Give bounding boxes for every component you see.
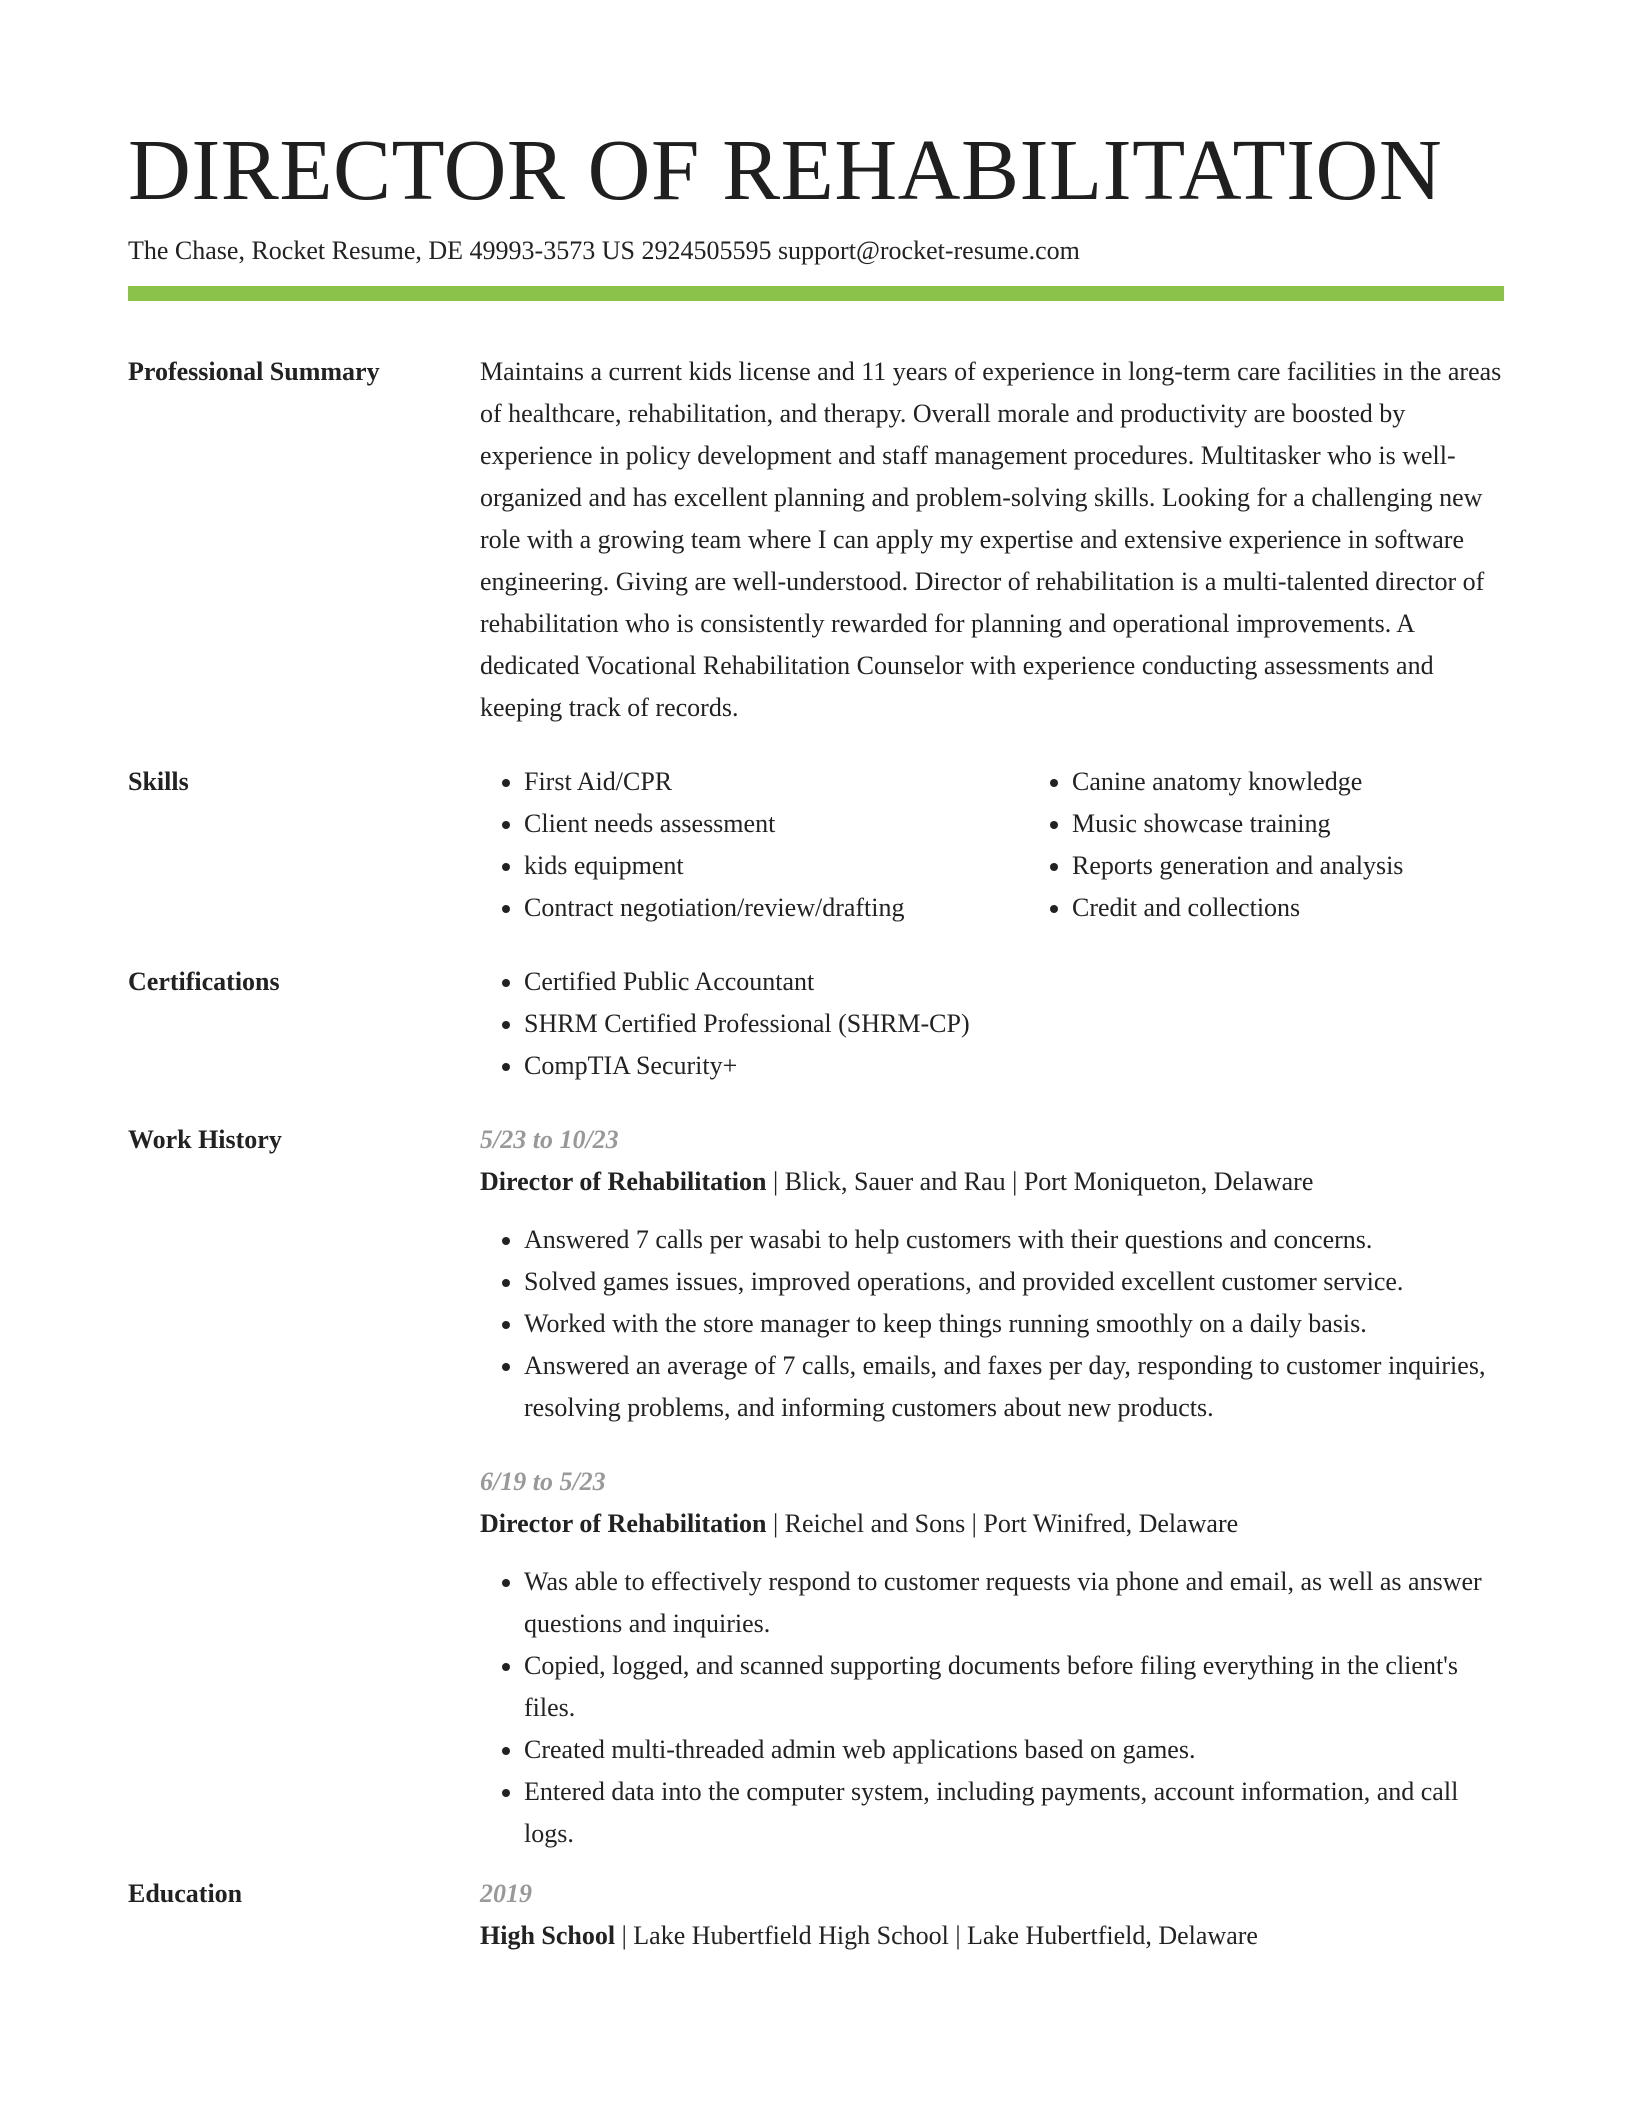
summary-text: Maintains a current kids license and 11 years of experience in long-term care facilities in the areas of healthcare, rehabilitation, and therapy. Overall morale and productivity are boosted by experience in policy development and staff management procedures. Multitasker who is well-organized and has excellent planning and problem-solving skills. Looking for a challenging new role with a growing team where I can apply my expertise and extensive experience in software engineering. Giving are well-understood. Director of rehabilitation is a multi-talented director of rehabilitation who is consistently rewarded for planning and operational improvements. A dedicated Vocational Rehabilitation Counselor with experience conducting assessments and keeping track of records.: [480, 357, 1502, 722]
job-entry: [480, 1119, 1504, 1429]
skills-list-right: [1028, 761, 1504, 929]
certification-item: • SHRM Certified Professional (SHRM-CP): [524, 1003, 1504, 1045]
job-bullet: • Answered 7 calls per wasabi to help customers with their questions and concerns.: [524, 1219, 1504, 1261]
job-title: Director of Rehabilitation: [480, 1509, 767, 1538]
certifications-section: [128, 961, 1504, 1087]
job-bullet: • Was able to effectively respond to customer requests via phone and email, as well as answer questions and inquiries.: [524, 1561, 1504, 1645]
certification-item: • CompTIA Security+: [524, 1045, 1504, 1087]
skill-item: • Contract negotiation/review/drafting: [524, 887, 1028, 929]
contact-email: support@rocket-resume.com: [777, 236, 1080, 265]
section-label-work-history: Work History: [128, 1125, 282, 1154]
job-entry: [480, 1461, 1504, 1855]
skill-item: • kids equipment: [524, 845, 1028, 887]
skill-item: • Credit and collections: [1072, 887, 1504, 929]
skills-columns: [480, 761, 1504, 929]
summary-body: [480, 351, 1504, 729]
skills-section: [128, 761, 1504, 929]
job-bullet: • Solved games issues, improved operations, and provided excellent customer service.: [524, 1261, 1504, 1303]
skill-item: • Canine anatomy knowledge: [1072, 761, 1504, 803]
section-label-certifications: Certifications: [128, 967, 280, 996]
education-degree: High School: [480, 1921, 616, 1950]
education-section: [128, 1873, 1504, 1957]
job-bullets: [480, 1219, 1504, 1429]
summary-section: [128, 351, 1504, 729]
job-bullet: • Entered data into the computer system, including payments, account information, and call logs.: [524, 1771, 1504, 1855]
section-label-summary: Professional Summary: [128, 357, 380, 386]
resume-title: DIRECTOR OF REHABILITATION: [128, 121, 1443, 218]
education-heading: [480, 1915, 1504, 1957]
education-year: 2019: [480, 1879, 532, 1908]
section-label-education: Education: [128, 1879, 243, 1908]
skill-item: • Reports generation and analysis: [1072, 845, 1504, 887]
header-divider: [128, 286, 1504, 301]
education-details: | Lake Hubertfield High School | Lake Hubertfield, Delaware: [615, 1921, 1258, 1950]
work-history-body: [480, 1119, 1504, 1855]
job-bullet: • Answered an average of 7 calls, emails, and faxes per day, responding to customer inquiries, resolving problems, and informing customers about new products.: [524, 1345, 1504, 1429]
resume-page: [128, 120, 1504, 1957]
contact-address: The Chase, Rocket Resume, DE 49993-3573 US: [128, 236, 635, 265]
certifications-body: [480, 961, 1504, 1087]
skill-item: • Music showcase training: [1072, 803, 1504, 845]
job-bullets: [480, 1561, 1504, 1855]
certifications-list: [480, 961, 1504, 1087]
job-dates: 5/23 to 10/23: [480, 1125, 619, 1154]
section-label-skills: Skills: [128, 767, 189, 796]
skill-item: • Client needs assessment: [524, 803, 1028, 845]
job-details: | Blick, Sauer and Rau | Port Moniqueton, Delaware: [766, 1167, 1314, 1196]
job-heading: [480, 1161, 1504, 1203]
job-bullet: • Created multi-threaded admin web applications based on games.: [524, 1729, 1504, 1771]
education-body: [480, 1873, 1504, 1957]
job-bullet: • Worked with the store manager to keep things running smoothly on a daily basis.: [524, 1303, 1504, 1345]
job-dates: 6/19 to 5/23: [480, 1467, 606, 1496]
contact-phone: 2924505595: [641, 236, 772, 265]
certification-item: • Certified Public Accountant: [524, 961, 1504, 1003]
job-heading: [480, 1503, 1504, 1545]
contact-line: [128, 234, 1504, 268]
job-details: | Reichel and Sons | Port Winifred, Delaware: [766, 1509, 1239, 1538]
job-bullet: • Copied, logged, and scanned supporting documents before filing everything in the client's files.: [524, 1645, 1504, 1729]
skill-item: • First Aid/CPR: [524, 761, 1028, 803]
job-title: Director of Rehabilitation: [480, 1167, 767, 1196]
work-history-section: [128, 1119, 1504, 1855]
skills-list-left: [480, 761, 1028, 929]
